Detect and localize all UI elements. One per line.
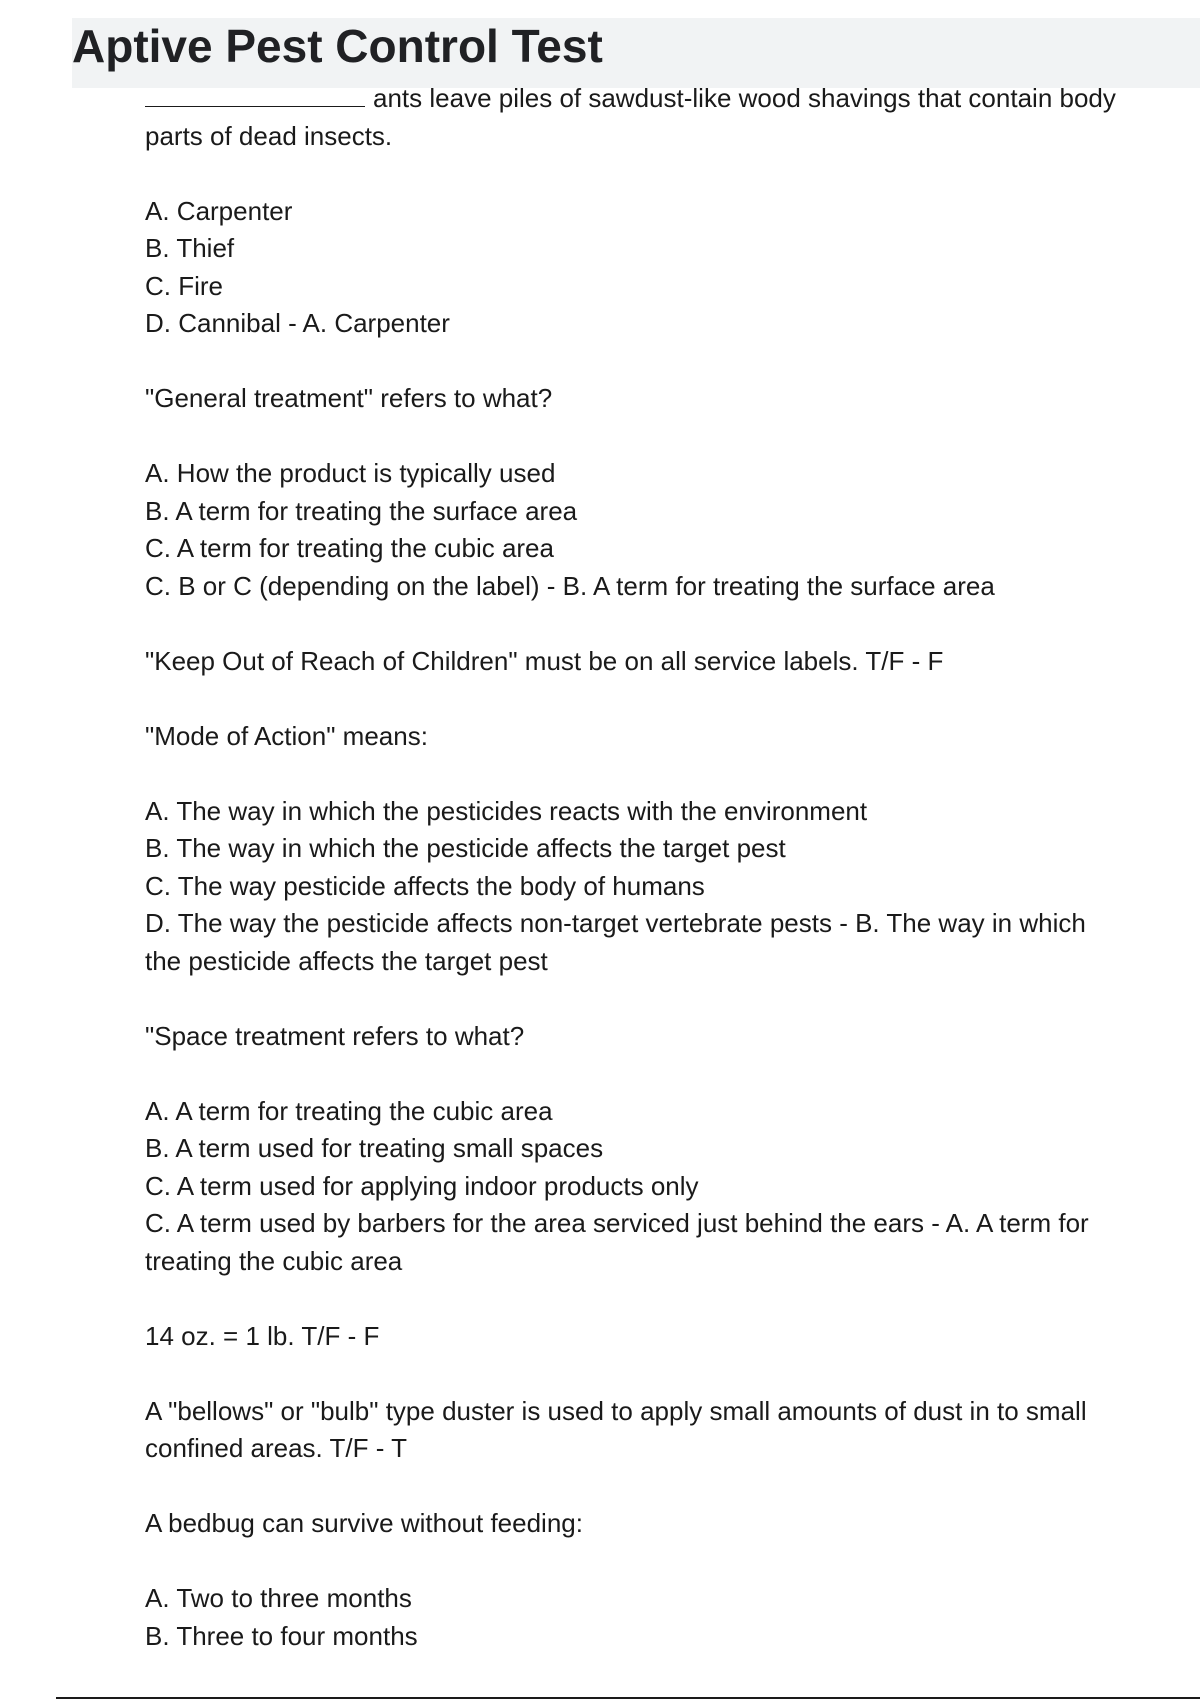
option-with-answer: C. A term used by barbers for the area serviced just behind the ears - A. A term for [145, 1208, 1089, 1238]
option: C. The way pesticide affects the body of humans [145, 870, 705, 901]
question-7-stem: A "bellows" or "bulb" type duster is used to apply small amounts of dust in to small [145, 1395, 1087, 1426]
option-with-answer-cont: the pesticide affects the target pest [145, 945, 548, 976]
question-5-stem: "Space treatment refers to what? [145, 1020, 525, 1051]
question-3-stem: "Keep Out of Reach of Children" must be on all service labels. T/F - F [145, 645, 944, 676]
option: B. A term used for treating small spaces [145, 1133, 604, 1163]
option-with-answer: D. The way the pesticide affects non-target vertebrate pests - B. The way in which [145, 908, 1086, 938]
option: B. The way in which the pesticide affects the target pest [145, 833, 786, 863]
option: B. Three to four months [145, 1620, 418, 1651]
document-body [145, 80, 1180, 1655]
page-divider [56, 1697, 1200, 1699]
option: C. Fire [145, 270, 223, 301]
option-with-answer: D. Cannibal - A. Carpenter [145, 308, 450, 338]
question-6-stem: 14 oz. = 1 lb. T/F - F [145, 1320, 380, 1351]
question-1-stem: ants leave piles of sawdust-like wood shavings that contain body [145, 80, 1180, 118]
question-2-stem: "General treatment" refers to what? [145, 383, 553, 413]
question-7-stem-cont: confined areas. T/F - T [145, 1433, 408, 1463]
option: B. Thief [145, 233, 235, 263]
page-title: Aptive Pest Control Test [72, 20, 603, 72]
option-with-answer: C. B or C (depending on the label) - B. A term for treating the surface area [145, 570, 995, 601]
option: B. A term for treating the surface area [145, 495, 578, 526]
question-1-stem-cont: parts of dead insects. [145, 120, 393, 151]
option: C. A term for treating the cubic area [145, 533, 554, 563]
option: A. Carpenter [145, 195, 293, 226]
question-4-stem: "Mode of Action" means: [145, 720, 428, 751]
option: A. Two to three months [145, 1583, 412, 1613]
answer-blank [145, 84, 365, 107]
option: A. The way in which the pesticides reacts with the environment [145, 795, 868, 826]
option: A. A term for treating the cubic area [145, 1095, 553, 1126]
option: A. How the product is typically used [145, 458, 556, 488]
option-with-answer-cont: treating the cubic area [145, 1245, 403, 1276]
option: C. A term used for applying indoor products only [145, 1170, 699, 1201]
question-8-stem: A bedbug can survive without feeding: [145, 1508, 583, 1538]
